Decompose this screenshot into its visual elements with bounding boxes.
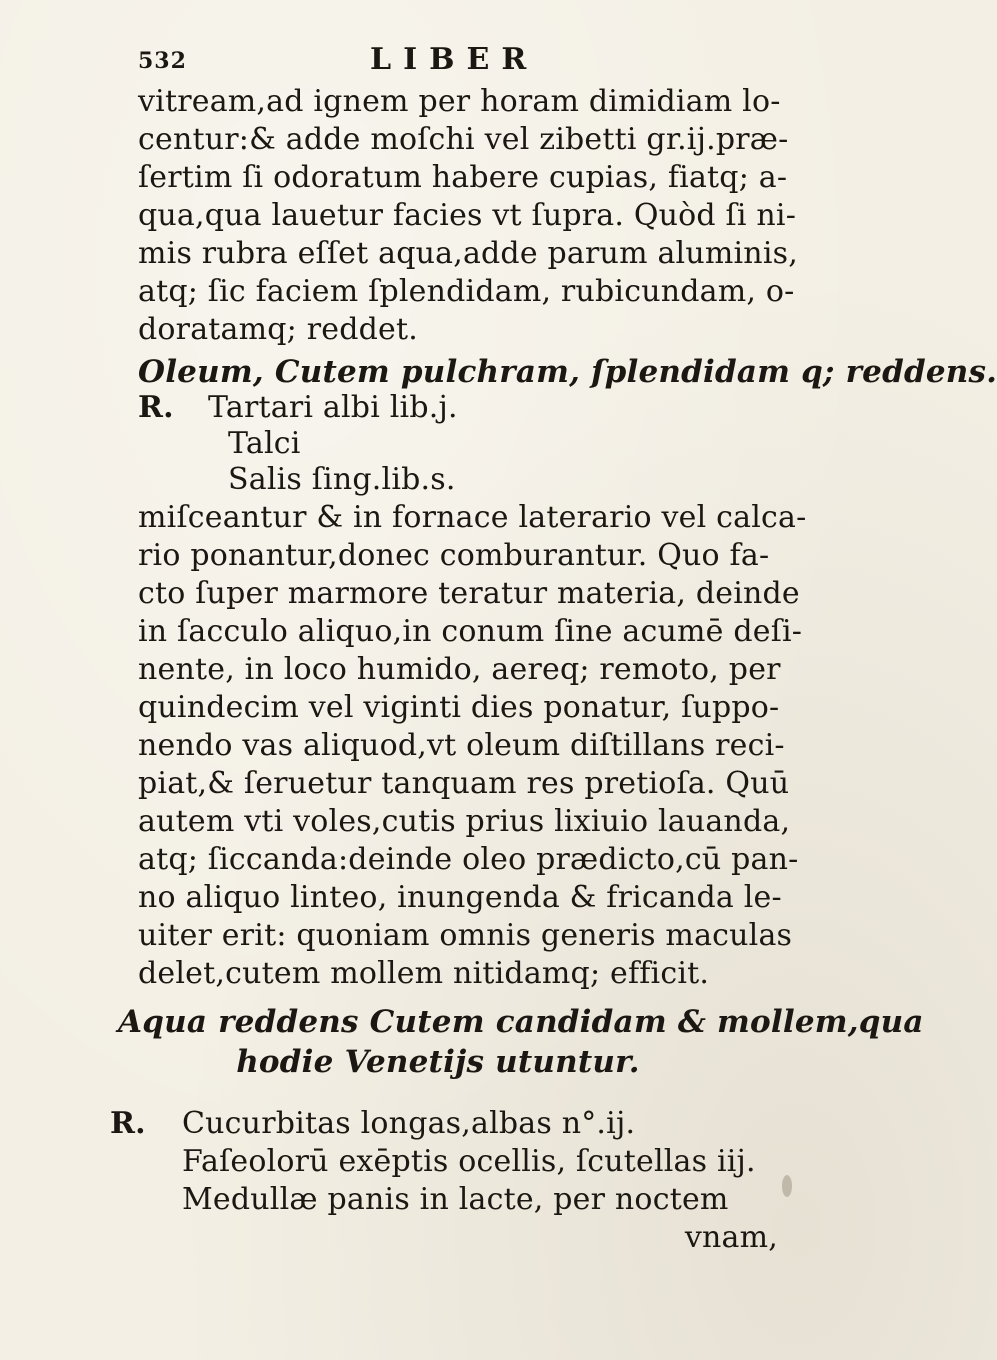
text-line: vitream,ad ignem per horam dimidiam lo- <box>138 84 781 119</box>
ingredient: Salis ſing.lib.s. <box>228 462 456 497</box>
recipe-mark: R. <box>138 390 174 425</box>
text-line: uiter erit: quoniam omnis generis maculas <box>138 918 793 953</box>
text-line: piat,& ſeruetur tanquam res pretioſa. Quū <box>138 766 790 801</box>
recipe-heading: Oleum, Cutem pulchram, ſplendidam q; reddens. <box>138 354 997 390</box>
page-number: 532 <box>138 48 187 74</box>
text-line: doratamq; reddet. <box>138 312 418 347</box>
recipe-heading: hodie Venetijs utuntur. <box>236 1044 640 1080</box>
text-line: cto ſuper marmore teratur materia, deinde <box>138 576 800 611</box>
text-line: qua,qua lauetur facies vt ſupra. Quòd ſi ni- <box>138 198 797 233</box>
text-line: atq; ſiccanda:deinde oleo prædicto,cū pan- <box>138 842 799 877</box>
recipe-line <box>138 390 778 426</box>
text-line: atq; ſic faciem ſplendidam, rubicundam, o- <box>138 274 795 309</box>
ink-blot <box>782 1175 792 1197</box>
text-line: miſceantur & in fornace laterario vel calca- <box>138 500 807 535</box>
catchword-line <box>138 1220 778 1256</box>
text-line: autem vti voles,cutis prius lixiuio lauanda, <box>138 804 791 839</box>
recipe-mark: R. <box>110 1106 146 1141</box>
text-line: centur:& adde moſchi vel zibetti gr.ij.præ- <box>138 122 789 157</box>
catchword: vnam, <box>684 1220 778 1255</box>
text-line: quindecim vel viginti dies ponatur, ſuppo- <box>138 690 780 725</box>
text-line: no aliquo linteo, inungenda & fricanda le- <box>138 880 782 915</box>
text-line: mis rubra eſſet aqua,adde parum aluminis, <box>138 236 798 271</box>
text-line: in ſacculo aliquo,in conum ſine acumē deſi- <box>138 614 803 649</box>
ingredient: Tartari albi lib.j. <box>208 390 458 425</box>
recipe-heading: Aqua reddens Cutem candidam & mollem,qua <box>118 1004 924 1040</box>
ingredient: Cucurbitas longas,albas n°.ij. <box>182 1106 636 1141</box>
text-line: nendo vas aliquod,vt oleum diſtillans reci- <box>138 728 785 763</box>
page-header <box>0 42 800 82</box>
text-line: nente, in loco humido, aereq; remoto, per <box>138 652 781 687</box>
ingredient: Talci <box>228 426 301 461</box>
text-line: ſertim ſi odoratum habere cupias, fiatq; a- <box>138 160 788 195</box>
ingredient: Medullæ panis in lacte, per noctem <box>182 1182 729 1217</box>
text-line: rio ponantur,donec comburantur. Quo fa- <box>138 538 770 573</box>
running-head: LIBER <box>370 42 539 77</box>
recipe-line <box>110 1106 750 1142</box>
text-line: delet,cutem mollem nitidamq; efficit. <box>138 956 710 991</box>
ingredient: Faſeolorū exēptis ocellis, ſcutellas iij. <box>182 1144 756 1179</box>
